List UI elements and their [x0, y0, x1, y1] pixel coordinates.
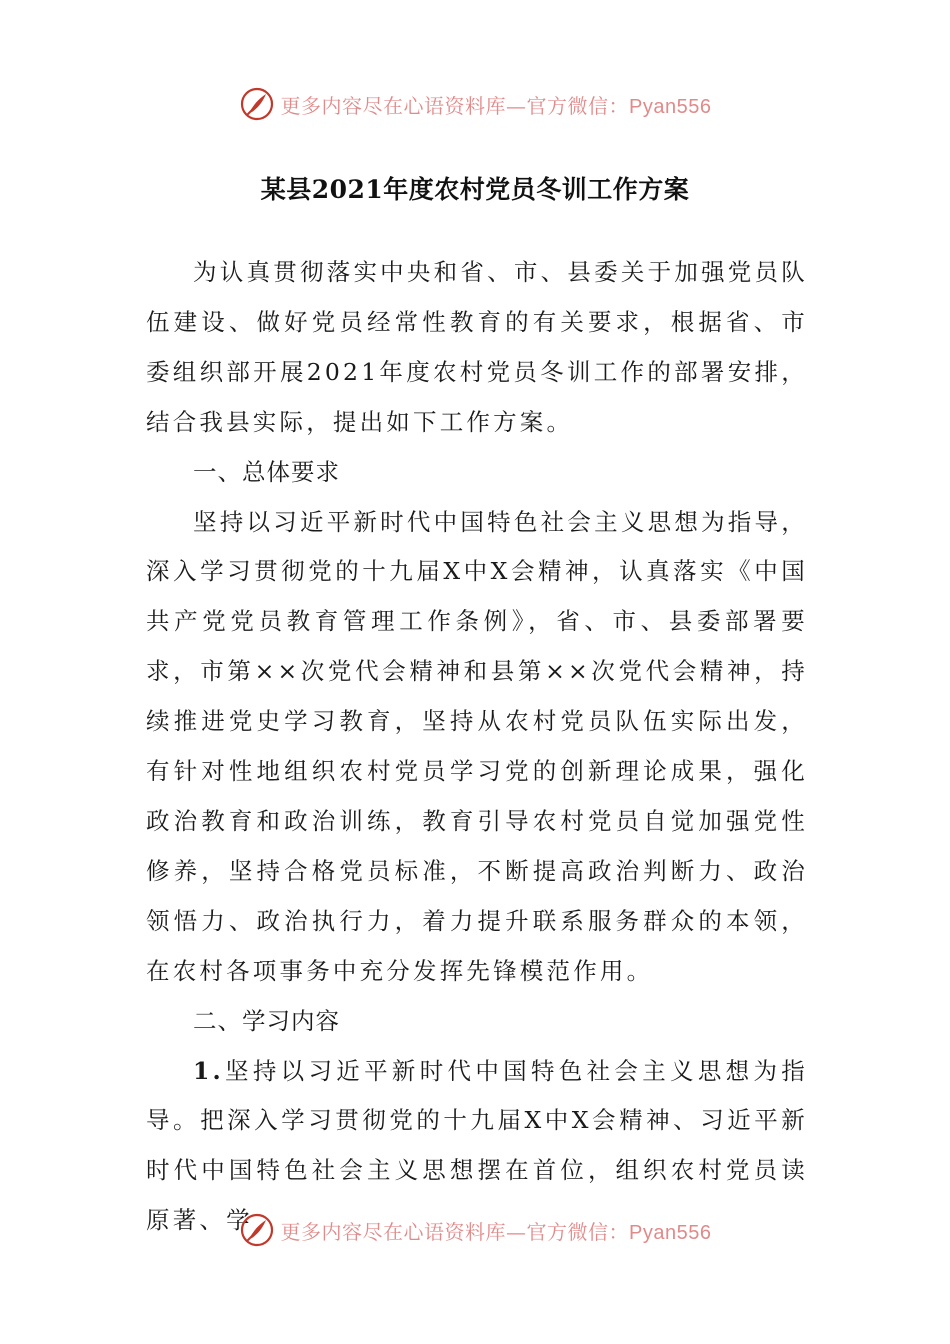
section-heading-overall-requirements: 一、总体要求	[193, 457, 340, 486]
watermark-text: 更多内容尽在心语资料库—官方微信：Pyan556	[280, 1219, 712, 1244]
watermark-text: 更多内容尽在心语资料库—官方微信：Pyan556	[280, 93, 712, 118]
watermark-handle: Pyan556	[629, 1221, 712, 1244]
document-title: 某县2021年度农村党员冬训工作方案	[260, 175, 690, 204]
item-number: 1.	[193, 1056, 224, 1085]
watermark-footer	[0, 1210, 950, 1250]
item-text: 把深入学习贯彻党的十九届X中X会精神、习近平新时代中国特色社会主义思想摆在首位，组织农村党员读原著、学	[146, 1106, 808, 1235]
watermark-header	[0, 84, 950, 124]
overall-requirements-paragraph: 坚持以习近平新时代中国特色社会主义思想为指导，深入学习贯彻党的十九届X中X会精神，认真落实《中国共产党党员教育管理工作条例》，省、市、县委部署要求，市第××次党代会精神和县第××次党代会精神，持续推进党史学习教育，坚持从农村党员队伍实际出发，有针对性地组织农村党员学习党的创新理论成果，强化政治教育和政治训练，教育引导农村党员自觉加强党性修养，坚持合格党员标准，不断提高政治判断力、政治领悟力、政治执行力，着力提升联系服务群众的本领，在农村各项事务中充分发挥先锋模范作用。	[146, 507, 808, 985]
document-body	[146, 248, 808, 1246]
quill-logo-icon	[239, 86, 275, 122]
item-lead: 坚持以习近平新时代中国特色社会主义思想为指导。	[146, 1056, 808, 1135]
quill-logo-icon	[239, 1212, 275, 1248]
watermark-handle: Pyan556	[629, 95, 712, 118]
section-heading-study-content: 二、学习内容	[193, 1006, 340, 1035]
intro-paragraph: 为认真贯彻落实中央和省、市、县委关于加强党员队伍建设、做好党员经常性教育的有关要求，根据省、市委组织部开展2021年度农村党员冬训工作的部署安排，结合我县实际，提出如下工作方案。	[146, 258, 808, 436]
